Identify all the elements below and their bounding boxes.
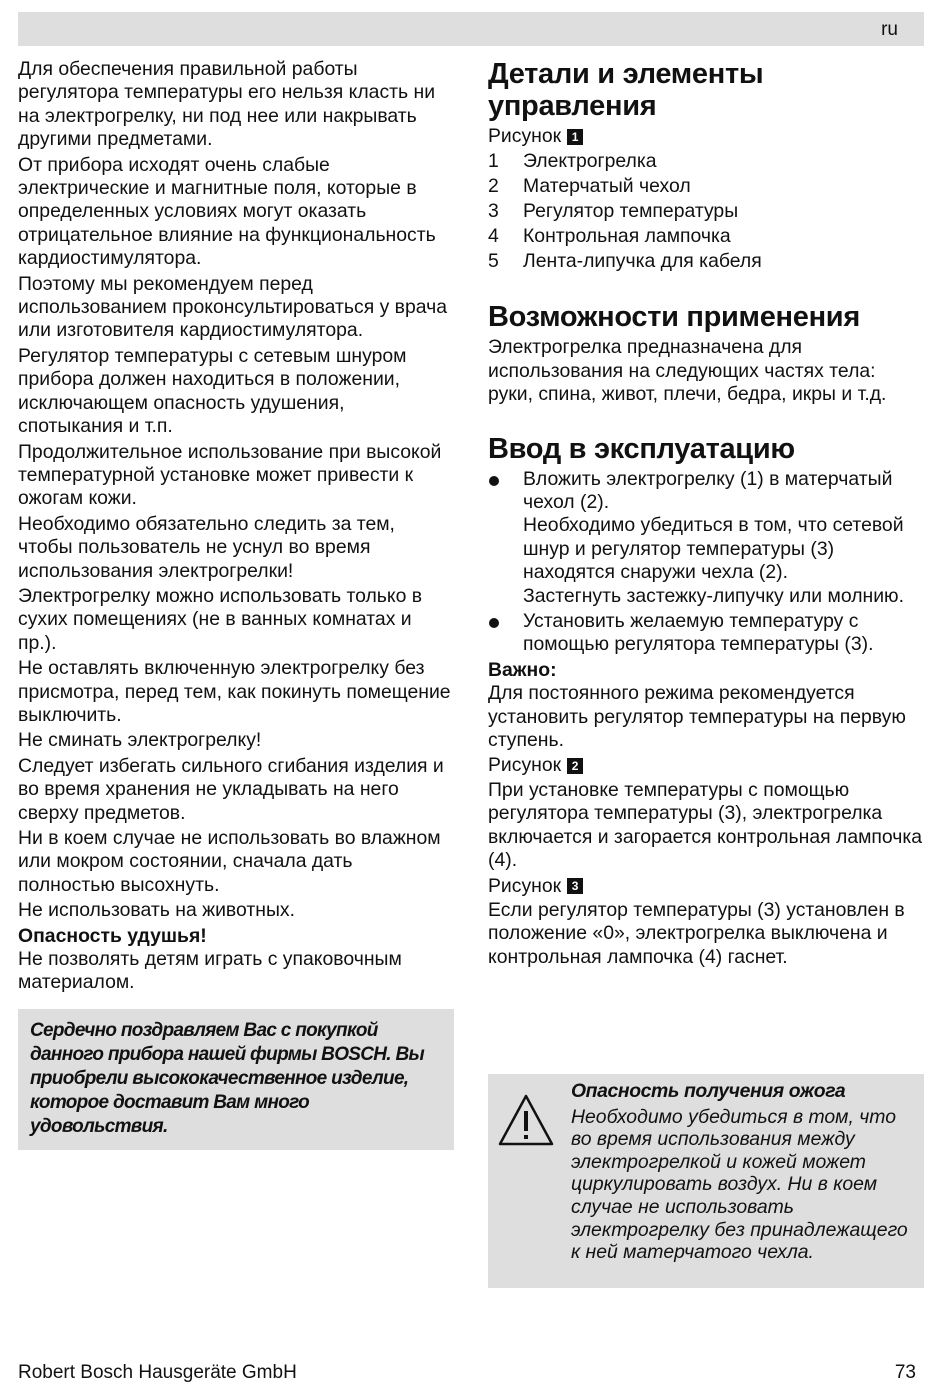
parts-list-item bbox=[488, 149, 924, 174]
part-label: Лента-липучка для кабеля bbox=[523, 249, 762, 272]
left-column bbox=[18, 58, 454, 1150]
language-code: ru bbox=[881, 19, 898, 40]
start-step-1-check: Необходимо убедиться в том, что сетевой шнур и регулятор температуры (3) находятся снаружи чехла (2). bbox=[523, 514, 904, 584]
page-number: 73 bbox=[894, 1362, 916, 1383]
part-label: Электрогрелка bbox=[523, 150, 657, 173]
figure-3-badge: 3 bbox=[567, 878, 583, 894]
part-number: 2 bbox=[488, 175, 499, 198]
congratulations-box: Сердечно поздравляем Вас с покупкой данного прибора нашей фирмы BOSCH. Вы приобрели высококачественное изделие, которое доставит Вам много удовольствия. bbox=[18, 1009, 454, 1150]
figure-3-label bbox=[488, 875, 924, 898]
start-step-2 bbox=[488, 610, 924, 657]
paragraph-no-wet-use: Ни в коем случае не использовать во влажном или мокром состоянии, сначала дать полностью высохнуть. bbox=[18, 827, 441, 896]
warning-triangle-icon bbox=[496, 1092, 556, 1148]
part-number: 1 bbox=[488, 150, 499, 173]
important-label: Важно: bbox=[488, 658, 557, 681]
usage-text: Электрогрелка предназначена для использования на следующих частях тела: руки, спина, живот, плечи, бедра, икры и т.д. bbox=[488, 336, 887, 406]
part-number: 5 bbox=[488, 249, 499, 272]
figure-1-label bbox=[488, 125, 924, 148]
part-number: 4 bbox=[488, 224, 499, 247]
paragraph-unattended: Не оставлять включенную электрогрелку без присмотра, перед тем, как покинуть помещение выключить. bbox=[18, 657, 451, 726]
parts-list-item bbox=[488, 199, 924, 224]
burn-warning-box bbox=[488, 1074, 924, 1288]
suffocation-warning-title: Опасность удушья! bbox=[18, 924, 207, 947]
paragraph-electromagnetic-fields: От прибора исходят очень слабые электрические и магнитные поля, которые в определенных условиях могут оказать отрицательное влияние на функциональность кардиостимулятора. bbox=[18, 153, 436, 270]
parts-list-item bbox=[488, 224, 924, 249]
figure-3-text: Если регулятор температуры (3) установлен в положение «0», электрогрелка выключена и контрольная лампочка (4) гаснет. bbox=[488, 898, 905, 968]
part-label: Матерчатый чехол bbox=[523, 175, 691, 198]
figure-2-text: При установке температуры с помощью регулятора температуры (3), электрогрелка включается и загорается контрольная лампочка (4). bbox=[488, 778, 923, 872]
paragraph-user-awake: Необходимо обязательно следить за тем, чтобы пользователь не уснул во время использования электрогрелки! bbox=[18, 512, 395, 582]
paragraph-cord-position: Регулятор температуры с сетевым шнуром прибора должен находиться в положении, исключающем опасность удушения, спотыкания и т.п. bbox=[18, 344, 407, 438]
start-step-1 bbox=[488, 468, 924, 608]
start-step-1-fasten: Застегнуть застежку-липучку или молнию. bbox=[523, 584, 904, 607]
suffocation-warning-text: Не позволять детям играть с упаковочным материалом. bbox=[18, 948, 402, 994]
parts-list-item bbox=[488, 174, 924, 199]
paragraph-no-bending: Следует избегать сильного сгибания изделия и во время хранения не укладывать на него сверху предметов. bbox=[18, 754, 444, 824]
paragraph-dry-rooms: Электрогрелку можно использовать только в сухих помещениях (не в ванных комнатах и пр.). bbox=[18, 584, 423, 654]
figure-1-badge: 1 bbox=[567, 129, 583, 145]
burn-warning-text: Необходимо убедиться в том, что во время использования между электрогрелкой и кожей может циркулировать воздух. Ни в коем случае не использовать электрогрелку без принадлежащего к ней матерчатого чехла. bbox=[571, 1105, 908, 1264]
start-step-2-text: Установить желаемую температуру с помощью регулятора температуры (3). bbox=[523, 610, 874, 656]
paragraph-no-crumpling: Не сминать электрогрелку! bbox=[18, 729, 262, 752]
bullet-dot bbox=[489, 476, 499, 486]
start-heading: Ввод в эксплуатацию bbox=[488, 432, 795, 465]
figure-2-badge: 2 bbox=[567, 758, 583, 774]
burn-warning-title: Опасность получения ожога bbox=[571, 1080, 846, 1102]
part-label: Контрольная лампочка bbox=[523, 224, 731, 247]
parts-heading: Детали и элементы управления bbox=[488, 58, 764, 122]
figure-2-label bbox=[488, 754, 924, 777]
parts-list bbox=[488, 149, 924, 273]
important-text: Для постоянного режима рекомендуется установить регулятор температуры на первую ступень. bbox=[488, 682, 906, 752]
paragraph-burn-risk: Продолжительное использование при высокой температурной установке может привести к ожогам кожи. bbox=[18, 440, 442, 510]
parts-list-item bbox=[488, 249, 924, 274]
figure-word: Рисунок bbox=[488, 125, 562, 147]
paragraph-thermostat-placement: Для обеспечения правильной работы регулятора температуры его нельзя класть ни на электрогрелку, ни под нее или накрывать другими предметами. bbox=[18, 58, 436, 151]
figure-word: Рисунок bbox=[488, 754, 562, 777]
burn-warning-content bbox=[571, 1080, 916, 1264]
usage-heading: Возможности применения bbox=[488, 301, 860, 334]
paragraph-no-animals: Не использовать на животных. bbox=[18, 899, 295, 922]
bullet-dot bbox=[489, 618, 499, 628]
right-column bbox=[488, 58, 924, 971]
start-steps-list bbox=[488, 468, 924, 657]
footer-company: Robert Bosch Hausgeräte GmbH bbox=[18, 1362, 297, 1383]
start-step-1-insert: Вложить электрогрелку (1) в матерчатый чехол (2). bbox=[523, 467, 893, 514]
figure-word: Рисунок bbox=[488, 874, 562, 897]
part-number: 3 bbox=[488, 200, 499, 222]
header-bar bbox=[18, 12, 924, 46]
part-label: Регулятор температуры bbox=[523, 200, 739, 222]
paragraph-consult-doctor: Поэтому мы рекомендуем перед использованием проконсультироваться у врача или изготовителя кардиостимулятора. bbox=[18, 272, 447, 342]
